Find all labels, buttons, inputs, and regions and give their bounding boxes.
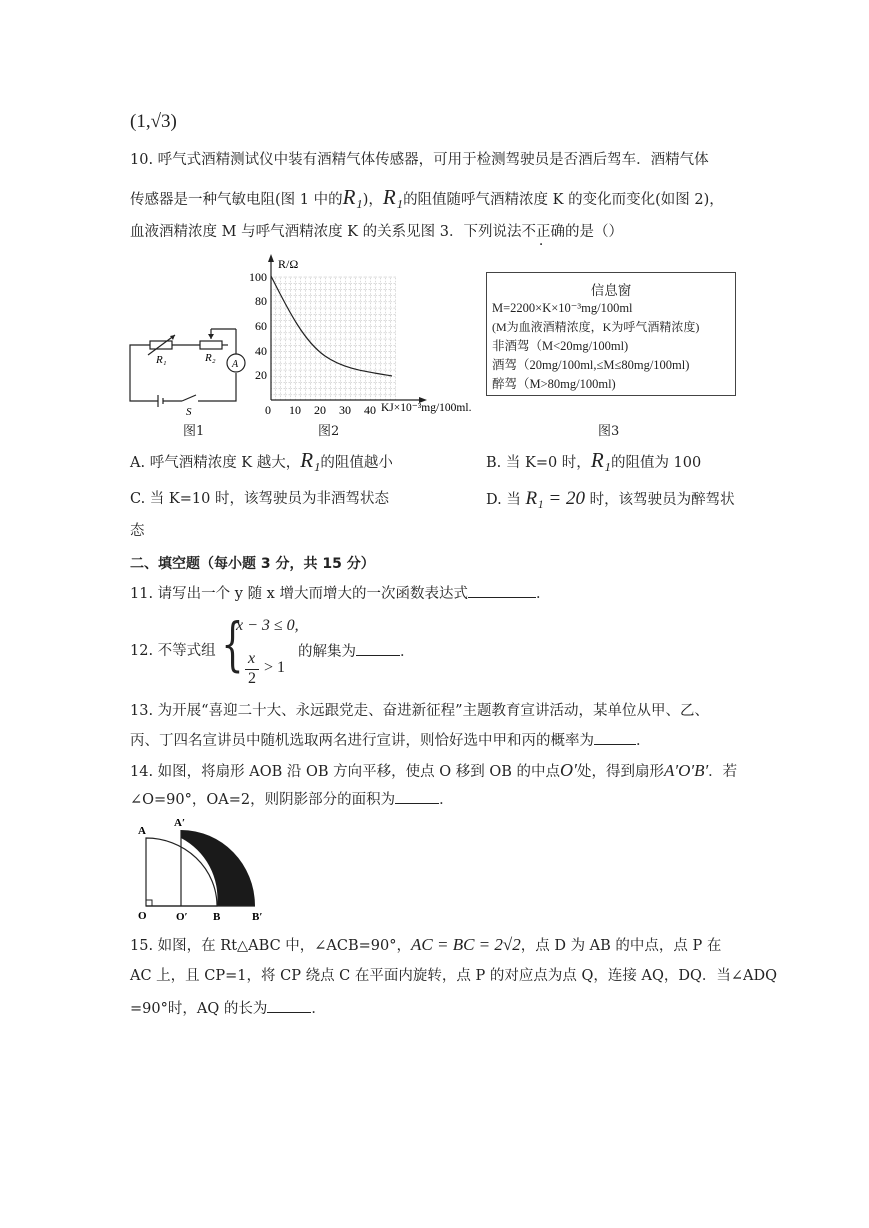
info-line: 酒驾（20mg/100ml,≤M≤80mg/100ml): [492, 358, 690, 372]
inequality-2-rhs: > 1: [264, 659, 286, 676]
graph-y-tick: 80: [255, 294, 267, 308]
sector-a-o-b-prime: A′O′B′: [663, 761, 709, 780]
graph-x-tick: 20: [314, 403, 326, 417]
graph-x-tick: 10: [289, 403, 301, 417]
q13-line-2: 丙、丁四名宣讲员中随机选取两名进行宣讲，则恰好选中甲和丙的概率为 ．: [130, 730, 651, 751]
info-line: M=2200×K×10⁻³mg/100ml: [492, 301, 633, 315]
q14-line-2: ∠O=90°，OA=2，则阴影部分的面积为 ．: [130, 789, 454, 810]
q12-tail: 的解集为 ．: [298, 641, 415, 662]
figure-2-graph: [245, 252, 495, 420]
r1-symbol: R₁: [342, 185, 363, 209]
q10-option-d-wrap: 态: [130, 523, 145, 539]
graph-y-tick: 60: [255, 319, 267, 333]
q10-line-2: 传感器是一种气敏电阻(图 1 中的R₁)，R₁的阻值随呼气酒精浓度 K 的变化而变化(如图 2)，: [130, 185, 724, 209]
figure-1-label: 图1: [183, 424, 205, 439]
option-d-equation: R₁ = 20: [525, 488, 585, 509]
info-line: (M为血液酒精浓度，K为呼气酒精浓度): [492, 320, 700, 334]
system-brace: {: [221, 610, 244, 678]
r1-symbol: R₁: [300, 448, 321, 472]
inequality-1: x − 3 ≤ 0,: [236, 617, 299, 634]
prev-answer-fragment: (1,√3): [130, 111, 177, 132]
answer-blank: [267, 998, 311, 1013]
answer-blank: [594, 730, 636, 745]
point-o-label: O: [138, 910, 147, 922]
q15-line-2: AC 上，且 CP=1，将 CP 绕点 C 在平面内旋转，点 P 的对应点为点 Q，连接 AQ，DQ．当∠ADQ: [130, 968, 777, 984]
circuit-r2-label: R₂: [205, 352, 216, 364]
point-a-label: A: [138, 825, 146, 837]
point-b-prime-label: B′: [252, 911, 263, 923]
graph-y-tick: 100: [249, 270, 267, 284]
graph-y-axis-label: R/Ω: [278, 257, 299, 271]
q11: 11. 请写出一个 y 随 x 增大而增大的一次函数表达式 ．: [130, 583, 550, 604]
q10-option-c: C. 当 K=10 时，该驾驶员为非酒驾状态: [130, 491, 389, 507]
graph-y-tick: 20: [255, 368, 267, 382]
section-heading: 二、填空题（每小题 3 分，共 15 分）: [130, 556, 375, 572]
graph-x-tick: 30: [339, 403, 351, 417]
q10-option-a: A. 呼气酒精浓度 K 越大，R₁的阻值越小: [130, 448, 393, 472]
q12-stem: 12. 不等式组: [130, 643, 216, 659]
point-b-label: B: [213, 911, 221, 923]
figure-3-info-window: [486, 272, 736, 396]
info-window-title: 信息窗: [590, 283, 632, 299]
graph-x-tick: 0: [265, 403, 271, 417]
graph-y-tick: 40: [255, 344, 267, 358]
q13-line-1: 13. 为开展“喜迎二十大、永远跟党走、奋进新征程”主题教育宣讲活动，某单位从甲、乙、: [130, 703, 709, 719]
graph-x-axis-label: KJ×10⁻³mg/100ml.: [381, 402, 472, 414]
q14-figure: [132, 816, 272, 924]
emphasis-dotted-text: 不正确: [521, 224, 565, 240]
info-line: 醉驾（M>80mg/100ml): [492, 377, 616, 391]
circuit-r1-label: R₁: [156, 354, 167, 366]
fraction-numerator: x: [248, 650, 256, 667]
q15-line-3: =90°时，AQ 的长为 ．: [130, 998, 326, 1019]
r1-symbol: R₁: [382, 185, 404, 209]
answer-blank: [468, 583, 536, 598]
figure-3-label: 图3: [598, 424, 620, 439]
point-a-prime-label: A′: [174, 817, 186, 829]
q10-option-b: B. 当 K=0 时，R₁的阻值为 100: [486, 448, 702, 472]
info-line: 非酒驾（M<20mg/100ml): [492, 339, 629, 353]
q14-line-1: 14. 如图，将扇形 AOB 沿 OB 方向平移，使点 O 移到 OB 的中点O′处，得到扇形A′O′B′．若: [130, 760, 738, 780]
q10-option-d: D. 当 R₁ = 20 时，该驾驶员为醉驾状: [486, 488, 735, 509]
answer-blank: [395, 789, 439, 804]
q10-line-1: 10. 呼气式酒精测试仪中装有酒精气体传感器，可用于检测驾驶员是否酒后驾车．酒精气体: [130, 152, 709, 168]
fraction-denominator: 2: [248, 670, 256, 687]
graph-x-tick: 40: [364, 403, 376, 417]
ammeter-label: A: [232, 359, 239, 370]
answer-blank: [356, 641, 400, 656]
figure-1-circuit: [120, 325, 250, 415]
figure-2-label: 图2: [318, 424, 340, 439]
r1-symbol: R₁: [590, 448, 611, 472]
point-o-prime-label: O′: [176, 911, 188, 923]
q10-line-3: 血液酒精浓度 M 与呼气酒精浓度 K 的关系见图 3．下列说法不正确的是（）: [130, 224, 623, 240]
q15-equation: AC = BC = 2√2: [411, 935, 521, 954]
point-o-prime: O′: [560, 760, 577, 780]
switch-label: S: [186, 406, 192, 415]
q15-line-1: 15. 如图，在 Rt△ABC 中，∠ACB=90°，AC = BC = 2√2，点 D 为 AB 的中点，点 P 在: [130, 935, 722, 954]
